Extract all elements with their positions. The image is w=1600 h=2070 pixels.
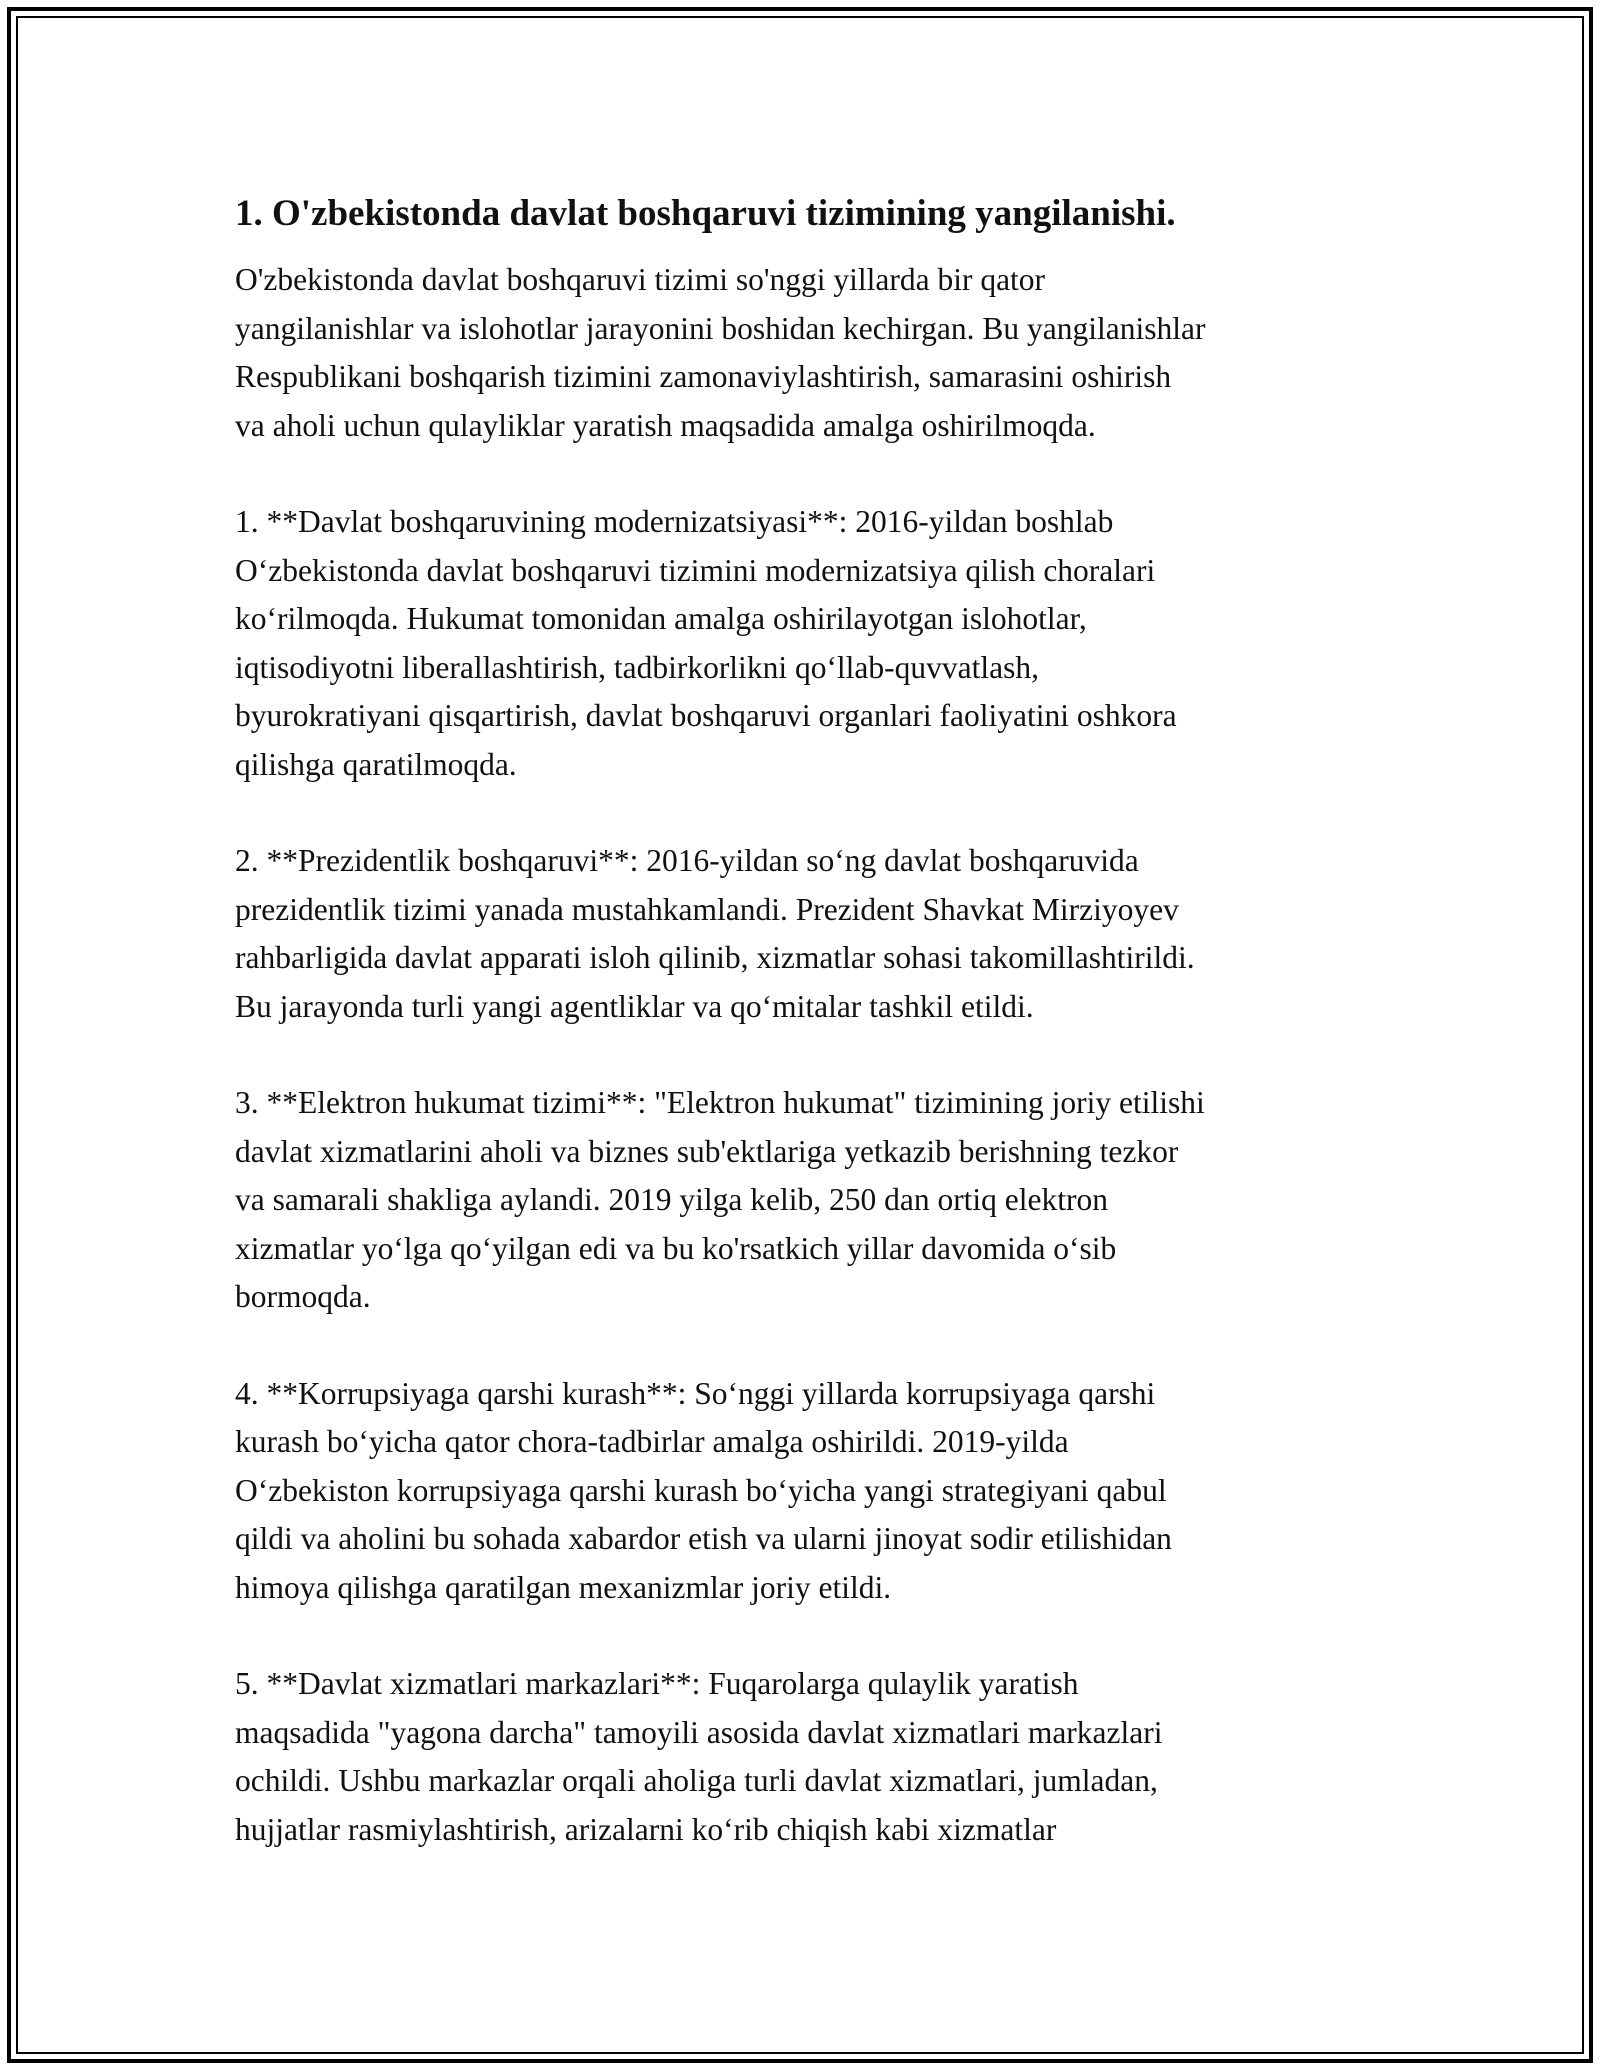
section-anti-corruption [235,1370,1385,1613]
text-line: davlat xizmatlarini aholi va biznes sub'ektlariga yetkazib berishning tezkor [235,1133,1179,1169]
text-line: 2. **Prezidentlik boshqaruvi**: 2016-yildan so‘ng davlat boshqaruvida [235,843,1139,878]
section-presidential-governance [235,837,1385,1031]
text-line: Bu jarayonda turli yangi agentliklar va qo‘mitalar tashkil etildi. [235,988,1034,1024]
text-line: yangilanishlar va islohotlar jarayonini boshidan kechirgan. Bu yangilanishlar [235,310,1206,346]
document-body [235,190,1385,1902]
text-line: 4. **Korrupsiyaga qarshi kurash**: So‘nggi yillarda korrupsiyaga qarshi [235,1375,1156,1411]
text-line: O‘zbekistonda davlat boshqaruvi tizimini modernizatsiya qilish choralari [235,552,1156,588]
text-line: 1. **Davlat boshqaruvining modernizatsiyasi**: 2016-yildan boshlab [235,504,1114,539]
text-line: va samarali shakliga aylandi. 2019 yilga kelib, 250 dan ortiq elektron [235,1182,1109,1217]
text-line: iqtisodiyotni liberallashtirish, tadbirkorlikni qo‘llab-quvvatlash, [235,649,1040,685]
text-line: xizmatlar yo‘lga qo‘yilgan edi va bu ko'rsatkich yillar davomida o‘sib [235,1230,1117,1266]
text-line: maqsadida "yagona darcha" tamoyili asosida davlat xizmatlari markazlari [235,1714,1163,1750]
text-line: kurash bo‘yicha qator chora-tadbirlar amalga oshirildi. 2019-yilda [235,1424,1069,1459]
text-line: 3. **Elektron hukumat tizimi**: "Elektron hukumat" tizimining joriy etilishi [235,1085,1205,1120]
section-modernization [235,498,1385,789]
text-line: hujjatlar rasmiylashtirish, arizalarni ko‘rib chiqish kabi xizmatlar [235,1811,1057,1847]
text-line: ochildi. Ushbu markazlar orqali aholiga turli davlat xizmatlari, jumladan, [235,1763,1158,1798]
text-line: himoya qilishga qaratilgan mexanizmlar joriy etildi. [235,1569,892,1605]
text-line: Respublikani boshqarish tizimini zamonaviylashtirish, samarasini oshirish [235,359,1172,394]
text-line: qildi va aholini bu sohada xabardor etish va ularni jinoyat sodir etilishidan [235,1521,1172,1556]
text-line: O‘zbekiston korrupsiyaga qarshi kurash bo‘yicha yangi strategiyani qabul [235,1472,1167,1508]
text-line: ko‘rilmoqda. Hukumat tomonidan amalga oshirilayotgan islohotlar, [235,601,1087,636]
document-title: 1. O'zbekistonda davlat boshqaruvi tizimining yangilanishi. [235,193,1176,234]
text-line: va aholi uchun qulayliklar yaratish maqsadida amalga oshirilmoqda. [235,407,1096,443]
text-line: O'zbekistonda davlat boshqaruvi tizimi so'nggi yillarda bir qator [235,262,1046,297]
intro-paragraph [235,256,1385,450]
text-line: 5. **Davlat xizmatlari markazlari**: Fuqarolarga qulaylik yaratish [235,1666,1079,1701]
section-e-government [235,1079,1385,1322]
text-line: byurokratiyani qisqartirish, davlat boshqaruvi organlari faoliyatini oshkora [235,698,1177,733]
text-line: rahbarligida davlat apparati isloh qilinib, xizmatlar sohasi takomillashtirildi. [235,940,1195,975]
section-public-service-centers [235,1660,1385,1854]
text-line: bormoqda. [235,1279,371,1314]
text-line: qilishga qaratilmoqda. [235,746,517,782]
text-line: prezidentlik tizimi yanada mustahkamlandi. Prezident Shavkat Mirziyoyev [235,891,1179,927]
